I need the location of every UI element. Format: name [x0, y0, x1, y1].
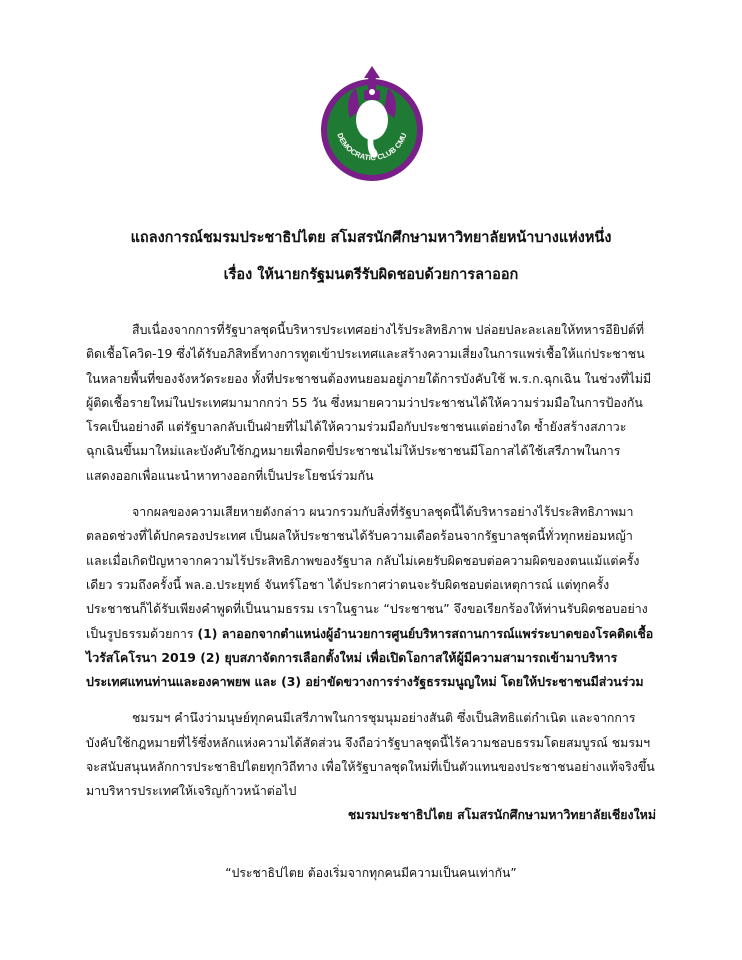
closing-quote: “ประชาธิปไตย ต้องเริ่มจากทุกคนมีความเป็นคนเท่ากัน” — [225, 866, 517, 880]
paragraph-2-text: จากผลของความเสียหายดังกล่าว ผนวกรวมกับสิ่งที่รัฐบาลชุดนี้ได้บริหารอย่างไร้ประสิทธิภาพมาตลอดช่วงที่ได้ปกครองประเทศ เป็นผลให้ประชาชนได้รับความเดือดร้อนจากรัฐบาลชุดนี้ทั่วทุกหย่อมหญ้า และเมื่อเกิดปัญหาจากความไร้ประสิทธิภาพของรัฐบาล กลับไม่เคยรับผิดชอบต่อความผิดของตนแม้แต่ครั้งเดียว รวมถึงครั้งนี้ พล.อ.ประยุทธ์ จันทร์โอชา ได้ประกาศว่าตนจะรับผิดชอบต่อเหตุการณ์ แต่ทุกครั้งประชาชนก็ได้รับเพียงคำพูดที่เป็นนามธรรม เราในฐานะ “ประชาชน” จึงขอเรียกร้องให้ท่านรับผิดชอบอย่างเป็นรูปธรรมด้วยการ — [86, 504, 648, 641]
title-line-1: แถลงการณ์ชมรมประชาธิปไตย สโมสรนักศึกษามหาวิทยาลัยหน้าบางแห่งหนึ่ง — [130, 230, 612, 246]
signature: ชมรมประชาธิปไตย สโมสรนักศึกษามหาวิทยาลัยเชียงใหม่ — [347, 807, 656, 822]
club-logo — [320, 58, 424, 188]
logo-text: DEMOCRATIC CLUB CMU — [335, 131, 409, 163]
paragraph-3: ชมรมฯ คำนึงว่ามนุษย์ทุกคนมีเสรีภาพในการชุมนุมอย่างสันติ ซึ่งเป็นสิทธิแต่กำเนิด และจากการบังคับใช้กฎหมายที่ไร้ซึ่งหลักแห่งความได้สัดส่วน จึงถือว่ารัฐบาลชุดนี้ไร้ความชอบธรรมโดยสมบูรณ์ ชมรมฯ จะสนับสนุนหลักการประชาธิปไตยทุกวิถีทาง เพื่อให้รัฐบาลชุดใหม่ที่เป็นตัวแทนของประชาชนอย่างแท้จริงขึ้นมาบริหารประเทศให้เจริญก้าวหน้าต่อไป — [86, 710, 655, 799]
paragraph-2-demands: (1) ลาออกจากตำแหน่งผู้อำนวยการศูนย์บริหารสถานการณ์แพร่ระบาดของโรคติดเชื้อไวรัสโคโรนา 2019 (2) ยุบสภาจัดการเลือกตั้งใหม่ เพื่อเปิดโอกาสให้ผู้มีความสามารถเข้ามาบริหารประเทศแทนท่านและองคาพยพ และ (3) อย่าขัดขวางการร่างรัฐธรรมนูญใหม่ โดยให้ประชาชนมีส่วนร่วม — [86, 625, 654, 690]
title-line-2: เรื่อง ให้นายกรัฐมนตรีรับผิดชอบด้วยการลาออก — [223, 267, 519, 283]
paragraph-1: สืบเนื่องจากการที่รัฐบาลชุดนี้บริหารประเทศอย่างไร้ประสิทธิภาพ ปล่อยปละละเลยให้ทหารอียิปต์ที่ติดเชื้อโควิด-19 ซึ่งได้รับอภิสิทธิ์ทางการทูตเข้าประเทศและสร้างความเสี่ยงในการแพร่เชื้อให้แก่ประชาชนในหลายพื้นที่ของจังหวัดระยอง ทั้งที่ประชาชนต้องทนยอมอยู่ภายใต้การบังคับใช้ พ.ร.ก.ฉุกเฉิน ในช่วงที่ไม่มีผู้ติดเชื้อรายใหม่ในประเทศมามากกว่า 55 วัน ซึ่งหมายความว่าประชาชนได้ให้ความร่วมมือในการป้องกันโรคเป็นอย่างดี แต่รัฐบาลกลับเป็นฝ่ายที่ไม่ได้ให้ความร่วมมือกับประชาชนแต่อย่างใด ซ้ำยังสร้างสภาวะฉุกเฉินขึ้นมาใหม่และบังคับใช้กฎหมายเพื่อกดขี่ประชาชนไม่ให้ประชาชนมีโอกาสได้ใช้เสรีภาพในการแสดงออกเพื่อแนะนำหาทางออกที่เป็นประโยชน์ร่วมกัน — [86, 322, 652, 483]
statement-body — [86, 318, 656, 816]
paragraph-2 — [86, 500, 656, 694]
elephant-icon — [356, 100, 388, 140]
